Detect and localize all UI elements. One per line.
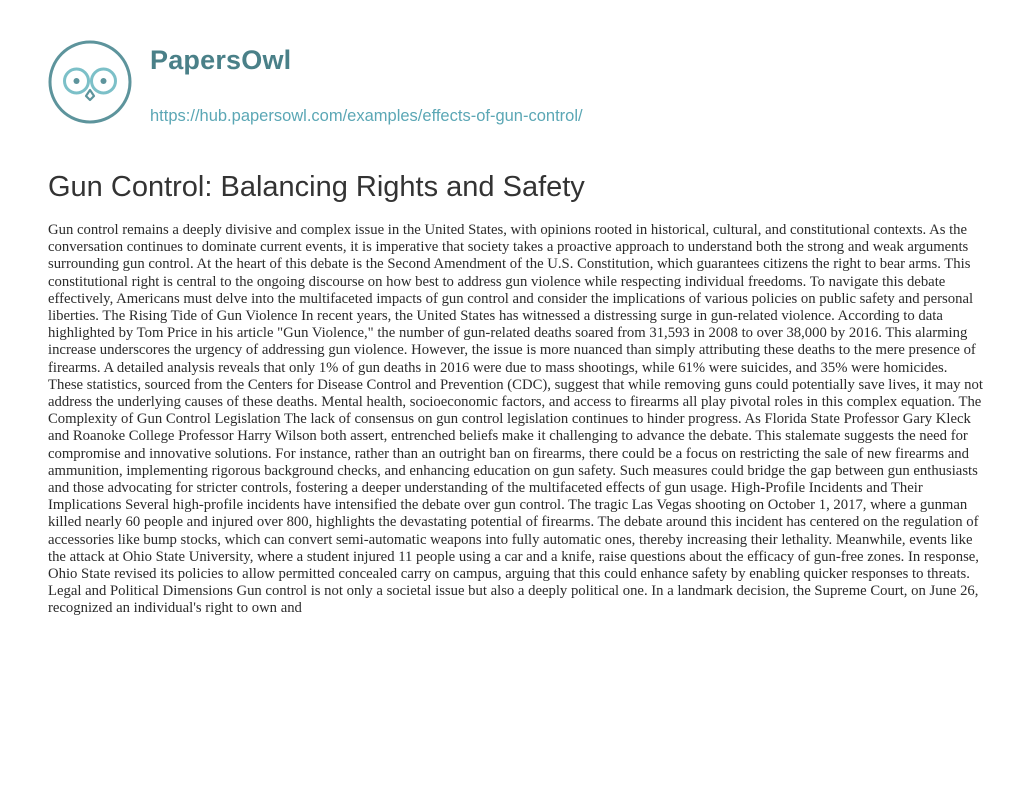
document-title: Gun Control: Balancing Rights and Safety [48, 171, 585, 203]
document-body: Gun control remains a deeply divisive and complex issue in the United States, with opinions rooted in historical, cultural, and constitutional contexts. As the conversation continues to dominate current events, it is imperative that society takes a proactive approach to understand both the strong and weak arguments surrounding gun control. At the heart of this debate is the Second Amendment of the U.S. Constitution, which guarantees citizens the right to bear arms. This constitutional right is central to the ongoing discourse on how best to address gun violence while respecting individual freedoms. To navigate this debate effectively, Americans must delve into the multifaceted impacts of gun control and consider the implications of various policies on public safety and personal liberties. The Rising Tide of Gun Violence In recent years, the United States has witnessed a distressing surge in gun-related violence. According to data highlighted by Tom Price in his article "Gun Violence," the number of gun-related deaths soared from 31,593 in 2008 to over 38,000 by 2016. This alarming increase underscores the urgency of addressing gun violence. However, the issue is more nuanced than simply attributing these deaths to the mere presence of firearms. A detailed analysis reveals that only 1% of gun deaths in 2016 were due to mass shootings, while 61% were suicides, and 35% were homicides. These statistics, sourced from the Centers for Disease Control and Prevention (CDC), suggest that while removing guns could potentially save lives, it may not address the underlying causes of these deaths. Mental health, socioeconomic factors, and access to firearms all play pivotal roles in this complex equation. The Complexity of Gun Control Legislation The lack of consensus on gun control legislation continues to hinder progress. As Florida State Professor Gary Kleck and Roanoke College Professor Harry Wilson both assert, entrenched beliefs make it challenging to advance the debate. This stalemate suggests the need for compromise and innovative solutions. For instance, rather than an outright ban on firearms, there could be a focus on restricting the sale of new firearms and ammunition, implementing rigorous background checks, and enhancing education on gun safety. Such measures could bridge the gap between gun enthusiasts and those advocating for stricter controls, fostering a deeper understanding of the multifaceted effects of gun usage. High-Profile Incidents and Their Implications Several high-profile incidents have intensified the debate over gun control. The tragic Las Vegas shooting on October 1, 2017, where a gunman killed nearly 60 people and injured over 800, highlights the devastating potential of firearms. The debate around this incident has centered on the regulation of accessories like bump stocks, which can convert semi-automatic weapons into fully automatic ones, thereby increasing their lethality. Meanwhile, events like the attack at Ohio State University, where a student injured 11 people using a car and a knife, raise questions about the efficacy of gun-free zones. In response, Ohio State revised its policies to allow permitted concealed carry on campus, arguing that this could enhance safety by enabling quicker responses to threats. Legal and Political Dimensions Gun control is not only a societal issue but also a deeply political one. In a landmark decision, the Supreme Court, on June 26, recognized an individual's right to own and [48, 222, 983, 617]
owl-logo-icon[interactable] [48, 40, 132, 124]
brand-name[interactable]: PapersOwl [150, 45, 292, 75]
site-header [48, 38, 583, 148]
source-url-link[interactable]: https://hub.papersowl.com/examples/effects-of-gun-control/ [150, 107, 583, 125]
brand-block [150, 42, 583, 127]
